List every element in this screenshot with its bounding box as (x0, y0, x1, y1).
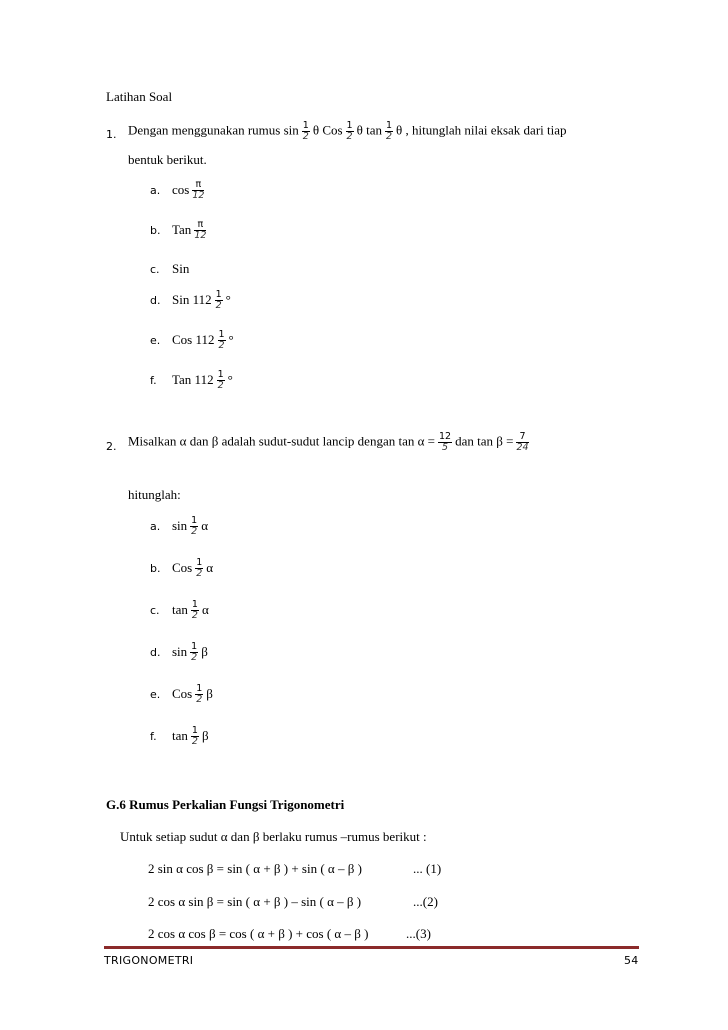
footer-divider (104, 946, 639, 949)
list-item-suffix: α (206, 560, 214, 576)
footer-title: TRIGONOMETRI (104, 954, 194, 967)
question-number-1: 1. (106, 128, 117, 141)
list-item-label: a. (150, 520, 161, 534)
formula-3-ref: ...(3) (406, 926, 431, 941)
list-item-label: d. (150, 646, 161, 660)
fraction: $\frac{1}{2}$ (196, 557, 203, 579)
fraction-half: $\frac{1}{2}$ (385, 120, 393, 142)
list-item-text: Cos (172, 560, 193, 576)
list-item-label: b. (150, 562, 161, 576)
question-1-line-1: Dengan menggunakan rumus sin $\frac{1}{2}$ θ Cos $\frac{1}{2}$ θ tan $\frac{1}{2}$ θ , hitunglah nilai eksak dari tiap (128, 120, 567, 142)
list-item-suffix: α (201, 602, 209, 618)
list-item (150, 220, 209, 241)
fraction-7-24: $\frac{7}{24}$ (516, 431, 529, 453)
list-item-text: sin (172, 644, 188, 660)
list-item (150, 516, 208, 537)
list-item-text: Cos 112 (172, 332, 215, 348)
list-item (150, 726, 209, 747)
fraction-half: $\frac{1}{2}$ (302, 120, 309, 142)
question-1-line-2: bentuk berikut. (128, 152, 207, 167)
fraction: $\frac{1}{2}$ (215, 289, 222, 311)
q1-suffix: , hitunglah nilai eksak dari tiap (405, 122, 567, 138)
list-item-label: d. (150, 294, 161, 308)
fraction: $\frac{1}{2}$ (191, 641, 198, 663)
list-item (150, 558, 213, 579)
fraction: $\frac{\pi}{12}$ (192, 179, 205, 201)
list-item-label: f. (150, 730, 157, 744)
list-item-text: Sin (172, 261, 190, 276)
fraction: $\frac{1}{2}$ (191, 515, 198, 537)
formula-1-ref: ... (1) (413, 861, 442, 876)
fraction: $\frac{1}{2}$ (218, 329, 225, 351)
list-item-label: c. (150, 604, 160, 618)
list-item-label: e. (150, 688, 161, 702)
list-item (150, 180, 207, 201)
formula-3: 2 cos α cos β = cos ( α + β ) + cos ( α – β ) (148, 926, 369, 941)
list-item-suffix: α (201, 518, 209, 534)
list-item-label: a. (150, 184, 161, 198)
formula-1: 2 sin α cos β = sin ( α + β ) + sin ( α – β ) (148, 861, 362, 876)
page-number: 54 (624, 954, 639, 967)
list-item-text: tan (172, 602, 188, 618)
question-2-line-2: hitunglah: (128, 487, 181, 502)
section-heading: G.6 Rumus Perkalian Fungsi Trigonometri (106, 797, 345, 812)
list-item (150, 290, 231, 311)
list-item-label: f. (150, 374, 157, 388)
question-2-line-1: Misalkan α dan β adalah sudut-sudut lancip dengan tan α = $\frac{12}{5}$ dan tan β = $\frac{7}{24}$ (128, 431, 529, 453)
fraction: $\frac{1}{2}$ (191, 599, 198, 621)
section-intro: Untuk setiap sudut α dan β berlaku rumus –rumus berikut : (120, 829, 427, 844)
list-item-label: b. (150, 224, 161, 238)
fraction-12-5: $\frac{12}{5}$ (439, 431, 452, 453)
list-item (150, 684, 213, 705)
fraction-half: $\frac{1}{2}$ (346, 120, 353, 142)
fraction: $\frac{1}{2}$ (217, 369, 224, 391)
fraction: $\frac{1}{2}$ (196, 683, 203, 705)
list-item (150, 600, 209, 621)
list-item-text: Cos (172, 686, 193, 702)
list-item-text: sin (172, 518, 188, 534)
formula-2: 2 cos α sin β = sin ( α + β ) – sin ( α – β ) (148, 894, 362, 909)
list-item-suffix: β (206, 686, 213, 702)
q1-prefix: Dengan menggunakan rumus sin (128, 122, 299, 138)
list-item-text: cos (172, 182, 190, 198)
list-item-text: Tan (172, 222, 192, 238)
list-item-label: e. (150, 334, 161, 348)
list-item-suffix: ° (228, 332, 234, 348)
list-item (150, 370, 233, 391)
list-item (150, 642, 208, 663)
list-item-text: Sin 112 (172, 292, 212, 308)
list-item-suffix: ° (225, 292, 231, 308)
list-item-label: c. (150, 263, 160, 276)
list-item-suffix: β (201, 728, 209, 744)
list-item (150, 260, 189, 278)
list-item-suffix: β (201, 644, 208, 660)
list-item (150, 330, 234, 351)
formula-2-ref: ...(2) (413, 894, 438, 909)
fraction: $\frac{\pi}{12}$ (194, 219, 207, 241)
question-number-2: 2. (106, 440, 117, 453)
list-item-text: Tan 112 (172, 372, 214, 388)
list-item-text: tan (172, 728, 188, 744)
page-title: Latihan Soal (106, 89, 173, 104)
list-item-suffix: ° (227, 372, 233, 388)
fraction: $\frac{1}{2}$ (191, 725, 198, 747)
